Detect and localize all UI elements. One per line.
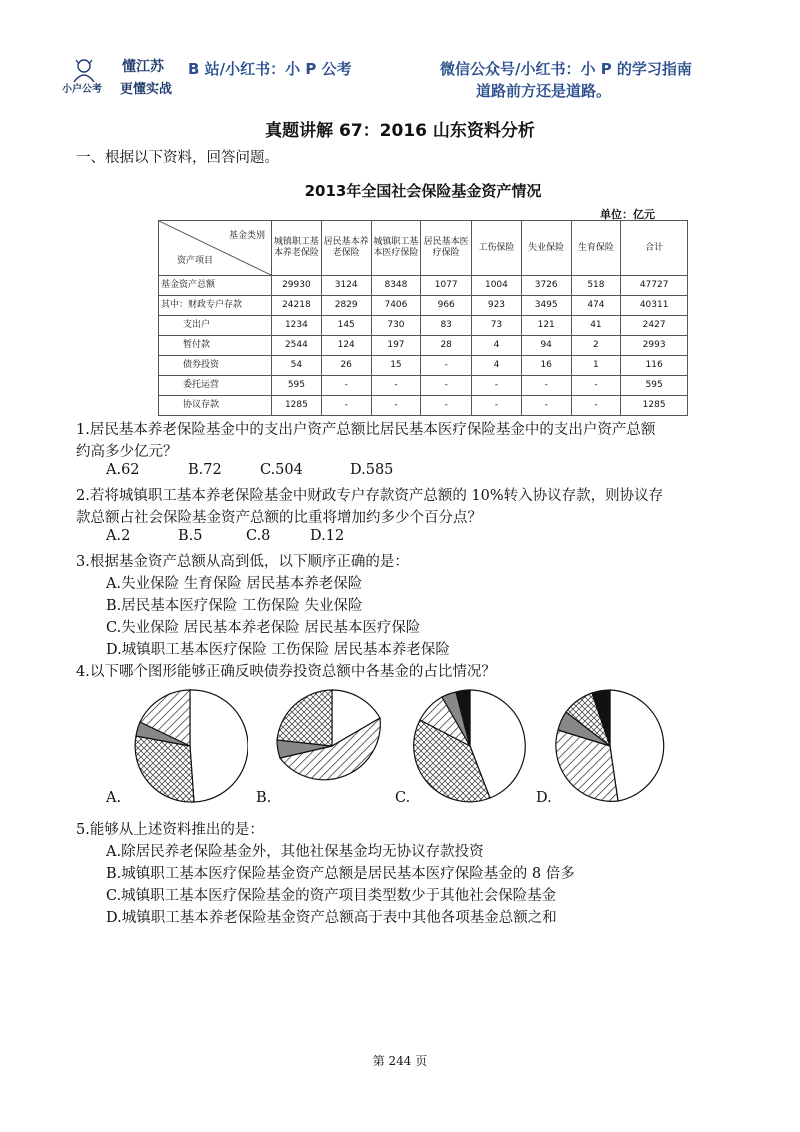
column-header: 工伤保险 — [472, 221, 522, 276]
table-cell: - — [571, 376, 621, 396]
header-channel-text: B 站/小红书：小 P 公考 — [188, 60, 352, 78]
pie-chart-b — [274, 688, 390, 804]
table-cell: 1285 — [621, 396, 688, 416]
pie-chart-d — [552, 688, 668, 804]
table-cell: 730 — [371, 316, 421, 336]
table-cell: - — [521, 376, 571, 396]
table-row — [159, 396, 688, 416]
question-5-option-a: A.除居民养老保险基金外，其他社保基金均无协议存款投资 — [106, 844, 484, 860]
table-cell: 474 — [571, 296, 621, 316]
table-cell: 1004 — [472, 276, 522, 296]
row-header: 暂付款 — [159, 336, 272, 356]
row-header: 债券投资 — [159, 356, 272, 376]
table-cell: 1077 — [421, 276, 472, 296]
table-row — [159, 356, 688, 376]
table-cell: - — [421, 376, 472, 396]
row-header: 支出户 — [159, 316, 272, 336]
pie-slice-white — [190, 690, 248, 802]
table-cell: 595 — [621, 376, 688, 396]
option: D.585 — [350, 462, 394, 478]
column-header: 合计 — [621, 221, 688, 276]
table-row — [159, 276, 688, 296]
table-cell: 2 — [571, 336, 621, 356]
diagonal-line — [159, 221, 271, 275]
table-corner-cell — [159, 221, 272, 276]
table-cell: - — [371, 376, 421, 396]
table-cell: - — [521, 396, 571, 416]
table-cell: - — [421, 356, 472, 376]
row-header: 委托运营 — [159, 376, 272, 396]
option: D.12 — [310, 528, 345, 544]
table-cell: 2829 — [321, 296, 371, 316]
pie-slice-crosshatch — [135, 736, 194, 802]
row-header: 基金资产总额 — [159, 276, 272, 296]
row-header: 协议存款 — [159, 396, 272, 416]
pie-label-c: C. — [395, 790, 411, 806]
table-row — [159, 376, 688, 396]
page-title: 真题讲解 67：2016 山东资料分析 — [265, 121, 535, 141]
row-header: 其中：财政专户存款 — [159, 296, 272, 316]
table-cell: 2427 — [621, 316, 688, 336]
instruction-text: 一、根据以下资料，回答问题。 — [76, 150, 279, 166]
option: B.5 — [178, 528, 203, 544]
table-cell: 73 — [472, 316, 522, 336]
table-cell: 121 — [521, 316, 571, 336]
corner-label-bottom: 资产项目 — [177, 256, 214, 266]
question-1-line-2: 约高多少亿元？ — [76, 444, 178, 460]
column-header: 居民基本医疗保险 — [421, 221, 472, 276]
table-cell: 40311 — [621, 296, 688, 316]
pie-label-b: B. — [256, 790, 272, 806]
table-cell: 1 — [571, 356, 621, 376]
option: A.2 — [106, 528, 131, 544]
pie-slice-crosshatch — [277, 690, 332, 746]
table-cell: 3124 — [321, 276, 371, 296]
question-3-option-a: A.失业保险 生育保险 居民基本养老保险 — [106, 576, 363, 592]
table-cell: 16 — [521, 356, 571, 376]
table-cell: - — [472, 396, 522, 416]
question-2-line-1: 2.若将城镇职工基本养老保险基金中财政专户存款资产总额的 10%转入协议存款，则协议存 — [76, 488, 664, 504]
table-cell: 54 — [272, 356, 322, 376]
logo-text-bottom-right: 更懂实战 — [120, 82, 173, 97]
question-3-option-b: B.居民基本医疗保险 工伤保险 失业保险 — [106, 598, 363, 614]
table-title: 2013年全国社会保险基金资产情况 — [304, 182, 542, 200]
table-row — [159, 336, 688, 356]
table-cell: - — [321, 376, 371, 396]
logo-text-bottom-left: 小户公考 — [62, 84, 102, 95]
table-cell: 26 — [321, 356, 371, 376]
table-cell: 116 — [621, 356, 688, 376]
table-cell: - — [321, 396, 371, 416]
table-cell: 966 — [421, 296, 472, 316]
question-4: 4.以下哪个图形能够正确反映债券投资总额中各基金的占比情况？ — [76, 664, 496, 680]
column-header: 居民基本养老保险 — [321, 221, 371, 276]
table-cell: 124 — [321, 336, 371, 356]
table-cell: 24218 — [272, 296, 322, 316]
question-5-option-b: B.城镇职工基本医疗保险基金资产总额是居民基本医疗保险基金的 8 倍多 — [106, 866, 575, 882]
column-header: 城镇职工基本医疗保险 — [371, 221, 421, 276]
pie-label-d: D. — [536, 790, 552, 806]
data-table — [158, 220, 688, 416]
question-1-line-1: 1.居民基本养老保险基金中的支出户资产总额比居民基本医疗保险基金中的支出户资产总额 — [76, 422, 656, 438]
question-3-option-d: D.城镇职工基本医疗保险 工伤保险 居民基本养老保险 — [106, 642, 450, 658]
question-2-options — [106, 528, 506, 548]
pie-slice-white — [610, 690, 664, 801]
question-3: 3.根据基金资产总额从高到低，以下顺序正确的是： — [76, 554, 409, 570]
table-cell: 4 — [472, 336, 522, 356]
table-cell: 2544 — [272, 336, 322, 356]
question-1-options — [106, 462, 506, 482]
table-cell: 923 — [472, 296, 522, 316]
table-cell: 3495 — [521, 296, 571, 316]
header-wechat-text: 微信公众号/小红书：小 P 的学习指南 — [440, 60, 692, 78]
question-3-option-c: C.失业保险 居民基本养老保险 居民基本医疗保险 — [106, 620, 421, 636]
table-cell: - — [472, 376, 522, 396]
table-cell: 28 — [421, 336, 472, 356]
corner-label-top: 基金类别 — [228, 231, 265, 241]
logo — [62, 56, 182, 100]
table-cell: 15 — [371, 356, 421, 376]
table-cell: 197 — [371, 336, 421, 356]
table-cell: 94 — [521, 336, 571, 356]
page-number: 第 244 页 — [372, 1054, 428, 1068]
table-cell: - — [371, 396, 421, 416]
column-header: 城镇职工基本养老保险 — [272, 221, 322, 276]
table-cell: 595 — [272, 376, 322, 396]
table-cell: 3726 — [521, 276, 571, 296]
pie-chart-a — [132, 688, 248, 804]
table-cell: - — [571, 396, 621, 416]
option: C.8 — [246, 528, 271, 544]
table-cell: 47727 — [621, 276, 688, 296]
logo-text-top: 懂江苏 — [122, 59, 164, 75]
table-row — [159, 316, 688, 336]
pie-chart-c — [412, 688, 528, 804]
table-cell: 4 — [472, 356, 522, 376]
pie-label-a: A. — [106, 790, 122, 806]
column-header: 失业保险 — [521, 221, 571, 276]
table-cell: 83 — [421, 316, 472, 336]
question-5: 5.能够从上述资料推出的是： — [76, 822, 264, 838]
table-cell: 8348 — [371, 276, 421, 296]
table-cell: 41 — [571, 316, 621, 336]
question-5-option-d: D.城镇职工基本养老保险基金资产总额高于表中其他各项基金总额之和 — [106, 910, 557, 926]
table-cell: 1234 — [272, 316, 322, 336]
table-cell: - — [421, 396, 472, 416]
option: C.504 — [260, 462, 303, 478]
table-row — [159, 296, 688, 316]
table-header-row — [159, 221, 688, 276]
table-cell: 518 — [571, 276, 621, 296]
question-2-line-2: 款总额占社会保险基金资产总额的比重将增加约多少个百分点？ — [76, 510, 482, 526]
table-cell: 145 — [321, 316, 371, 336]
option: A.62 — [106, 462, 140, 478]
table-cell: 29930 — [272, 276, 322, 296]
table-cell: 7406 — [371, 296, 421, 316]
option: B.72 — [188, 462, 222, 478]
header-slogan-text: 道路前方还是道路。 — [476, 82, 612, 100]
column-header: 生育保险 — [571, 221, 621, 276]
table-cell: 2993 — [621, 336, 688, 356]
table-cell: 1285 — [272, 396, 322, 416]
table-unit: 单位：亿元 — [600, 208, 655, 221]
question-5-option-c: C.城镇职工基本医疗保险基金的资产项目类型数少于其他社会保险基金 — [106, 888, 557, 904]
